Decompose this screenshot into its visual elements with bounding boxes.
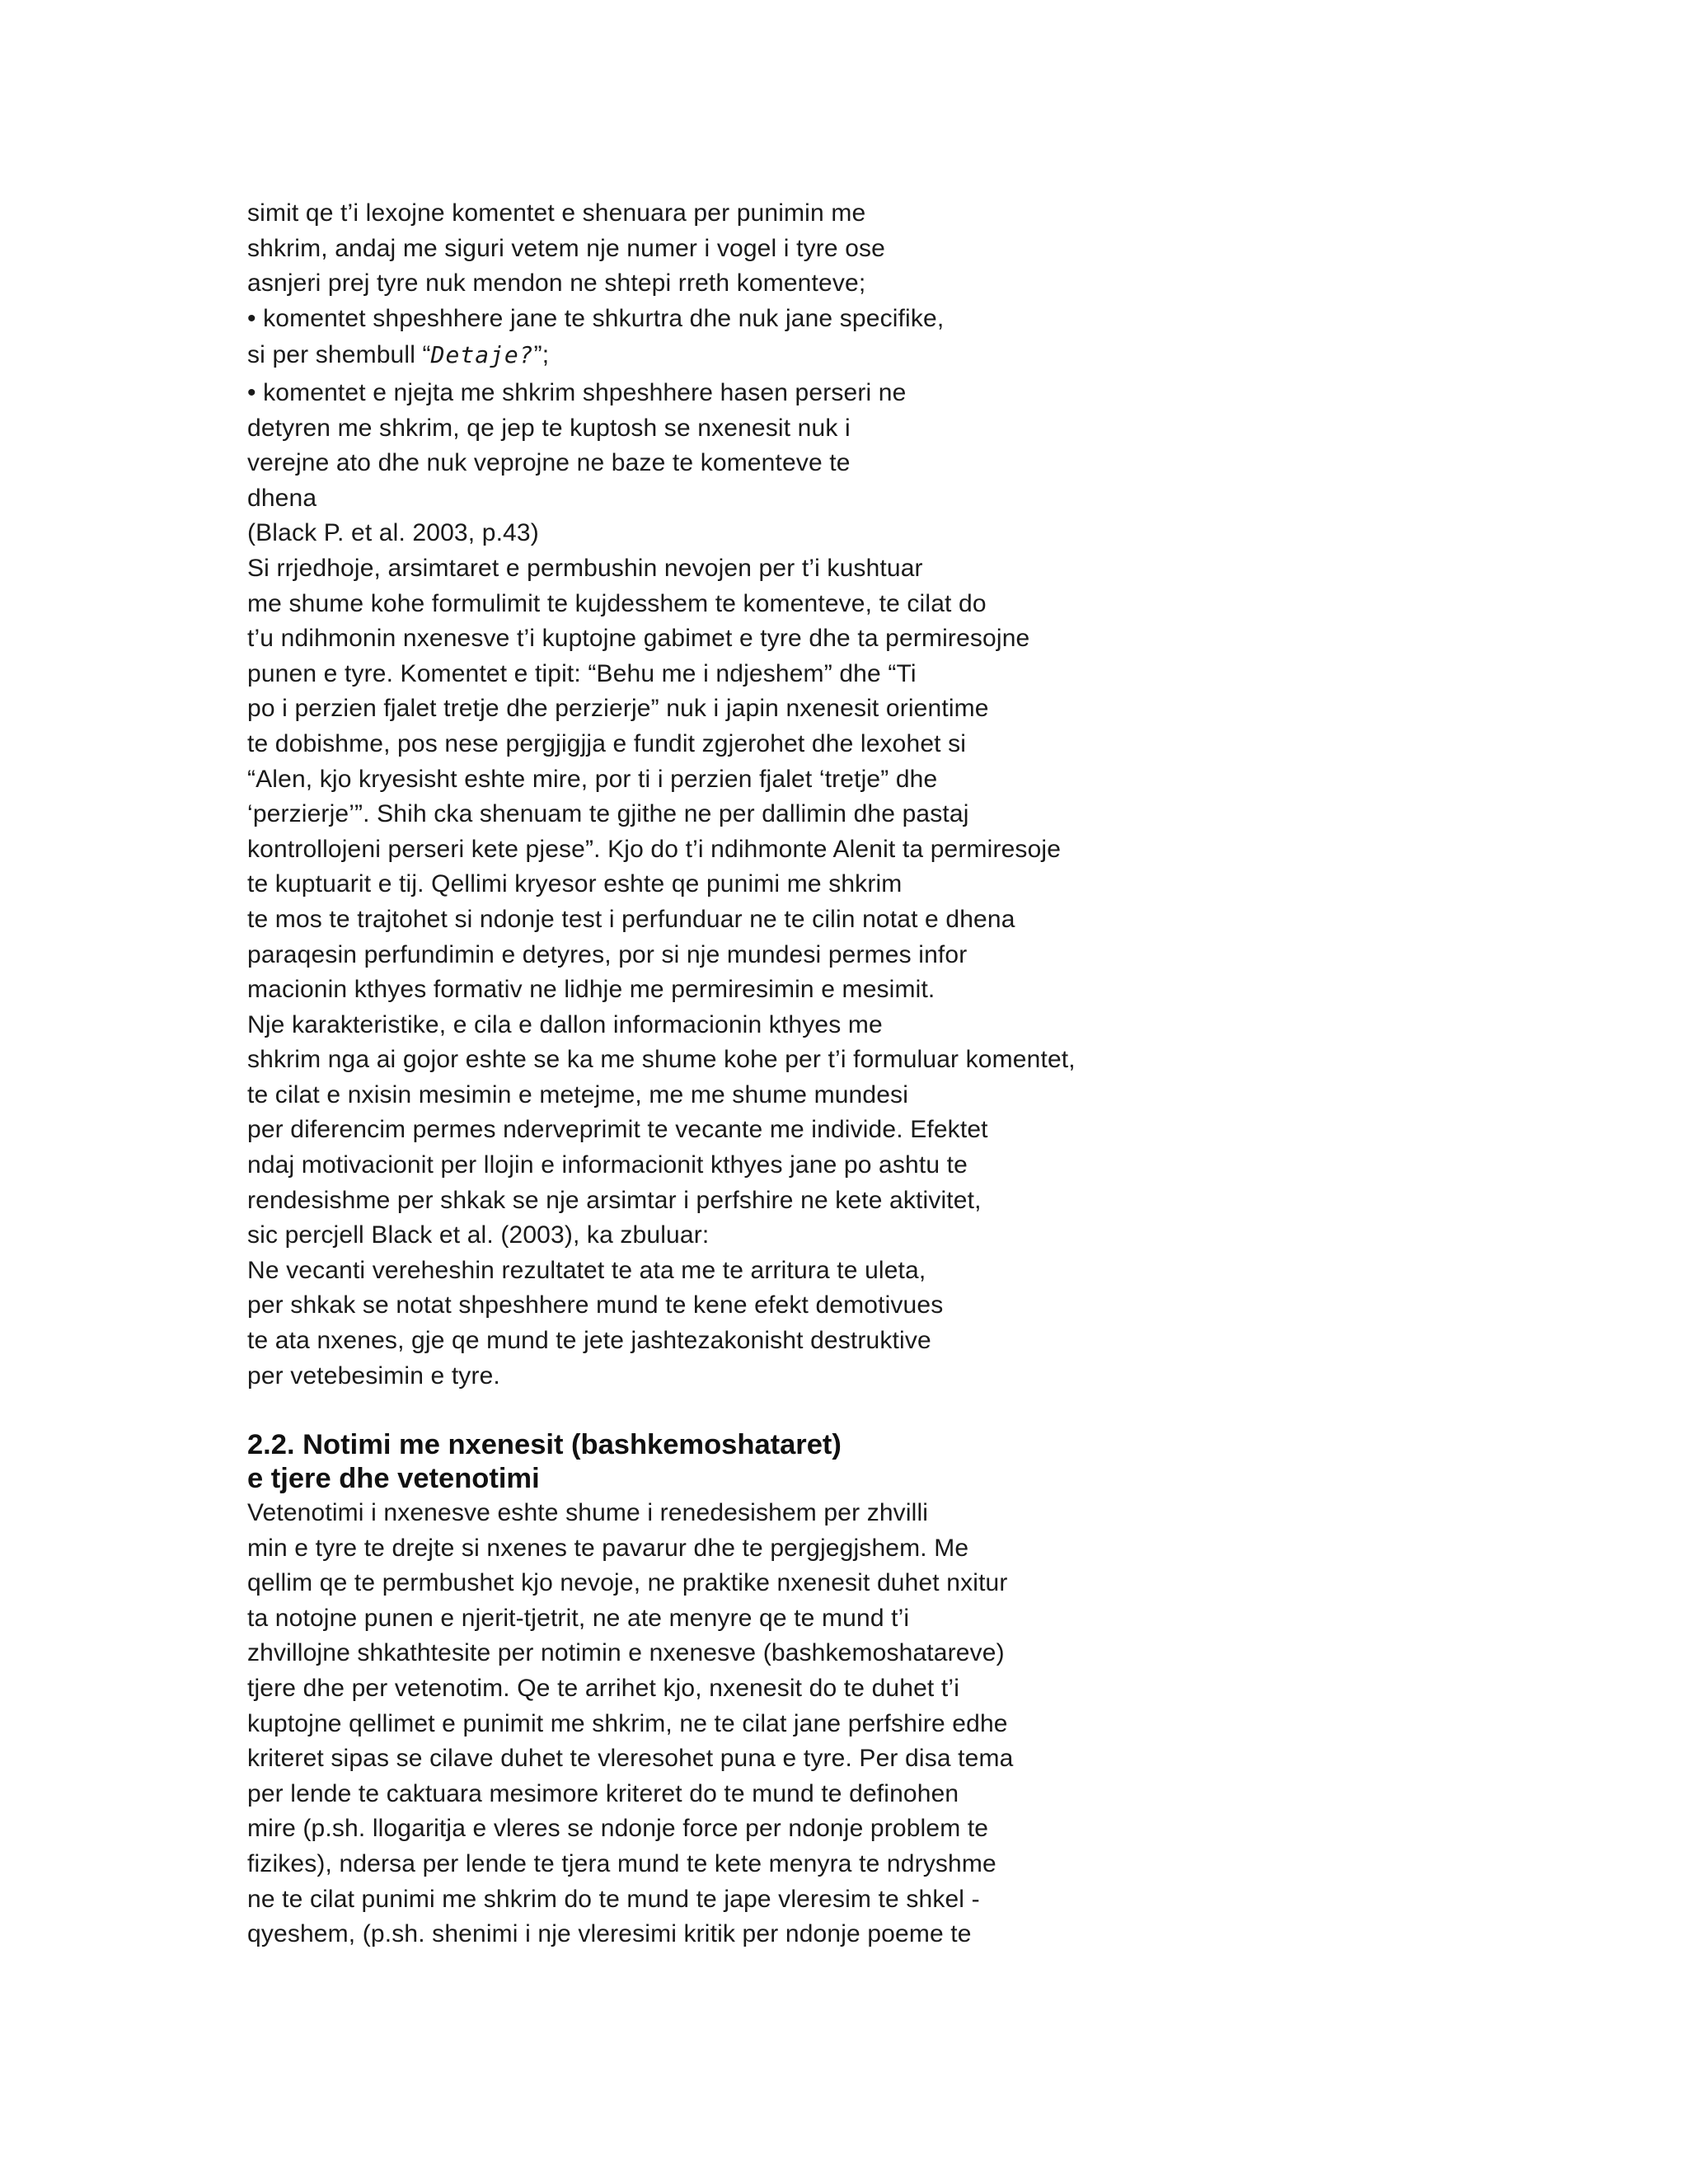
paragraph-section (247, 1496, 1484, 1952)
text-line: Si rrjedhoje, arsimtaret e permbushin nevojen per t’i kushtuar (247, 554, 923, 582)
text-line: simit qe t’i lexojne komentet e shenuara per punimin me (247, 199, 866, 227)
text-line: macionin kthyes formativ ne lidhje me permiresimin e mesimit. (247, 976, 935, 1004)
text-line: asnjeri prej tyre nuk mendon ne shtepi rreth komenteve; (247, 269, 866, 298)
text-line: “Alen, kjo kryesisht eshte mire, por ti i perzien fjalet ‘tretje” dhe (247, 765, 938, 793)
text-line: ‘perzierje’”. Shih cka shenuam te gjithe ne per dallimin dhe pastaj (247, 800, 969, 828)
text-line: kriteret sipas se cilave duhet te vleresohet puna e tyre. Per disa tema (247, 1745, 1014, 1773)
text-line: te dobishme, pos nese pergjigjja e fundit zgjerohet dhe lexohet si (247, 729, 967, 757)
bullet-item: • komentet shpeshhere jane te shkurtra dhe nuk jane specifike, (247, 304, 945, 332)
text-line: kontrollojeni perseri kete pjese”. Kjo do t’i ndihmonte Alenit ta permiresoje (247, 835, 1062, 863)
text-line: per diferencim permes nderveprimit te vecante me individe. Efektet (247, 1116, 988, 1144)
text-line: t’u ndihmonin nxenesve t’i kuptojne gabimet e tyre dhe ta permiresojne (247, 625, 1030, 653)
text-line: ne te cilat punimi me shkrim do te mund te jape vleresim te shkel - (247, 1885, 980, 1913)
text-line: ta notojne punen e njerit-tjetrit, ne ate menyre qe te mund t’i (247, 1604, 910, 1632)
text-line: paraqesin perfundimin e detyres, por si nje mundesi permes infor (247, 940, 968, 968)
example-italic: Detaje? (430, 341, 534, 369)
text-line: verejne ato dhe nuk veprojne ne baze te komenteve te (247, 449, 851, 477)
text-line: per lende te caktuara mesimore kriteret do te mund te definohen (247, 1779, 959, 1807)
paragraph-body (247, 376, 1484, 1394)
text-line: ndaj motivacionit per llojin e informacionit kthyes jane po ashtu te (247, 1151, 968, 1179)
text-line: qyeshem, (p.sh. shenimi i nje vleresimi kritik per ndonje poeme te (247, 1920, 972, 1948)
text-line: te ata nxenes, gje qe mund te jete jashtezakonisht destruktive (247, 1327, 931, 1355)
text-line: te cilat e nxisin mesimin e metejme, me me shume mundesi (247, 1080, 909, 1108)
text-line: • komentet e njejta me shkrim shpeshhere hasen perseri ne (247, 379, 907, 406)
text-line: Vetenotimi i nxenesve eshte shume i renedesishem per zhvilli (247, 1499, 929, 1526)
example-suffix: ”; (533, 341, 550, 369)
text-line: per vetebesimin e tyre. (247, 1361, 500, 1390)
text-line: kuptojne qellimet e punimit me shkrim, ne te cilat jane perfshire edhe (247, 1709, 1008, 1737)
text-line: mire (p.sh. llogaritja e vleres se ndonje force per ndonje problem te (247, 1815, 989, 1843)
text-line: zhvillojne shkathtesite per notimin e nxenesve (bashkemoshatareve) (247, 1639, 1005, 1667)
text-line: rendesishme per shkak se nje arsimtar i perfshire ne kete aktivitet, (247, 1186, 982, 1214)
heading-line: 2.2. Notimi me nxenesit (bashkemoshataret) (247, 1429, 842, 1460)
text-line: shkrim nga ai gojor eshte se ka me shume kohe per t’i formuluar komentet, (247, 1046, 1076, 1074)
text-line: te mos te trajtohet si ndonje test i perfunduar ne te cilin notat e dhena (247, 905, 1015, 933)
text-line: (Black P. et al. 2003, p.43) (247, 519, 539, 547)
text-line: sic percjell Black et al. (2003), ka zbuluar: (247, 1221, 710, 1249)
text-line: min e tyre te drejte si nxenes te pavarur dhe te pergjegjshem. Me (247, 1534, 969, 1562)
text-line: shkrim, andaj me siguri vetem nje numer i vogel i tyre ose (247, 234, 886, 262)
section-heading (247, 1428, 1484, 1496)
paragraph-intro (247, 196, 1484, 376)
text-line: Nje karakteristike, e cila e dallon informacionin kthyes me (247, 1010, 883, 1038)
text-line: per shkak se notat shpeshhere mund te kene efekt demotivues (247, 1291, 944, 1319)
text-line: detyren me shkrim, qe jep te kuptosh se nxenesit nuk i (247, 414, 851, 442)
example-prefix: si per shembull “ (247, 341, 431, 369)
text-line: tjere dhe per vetenotim. Qe te arrihet kjo, nxenesit do te duhet t’i (247, 1674, 960, 1702)
text-line: Ne vecanti vereheshin rezultatet te ata me te arritura te uleta, (247, 1256, 926, 1284)
text-line: me shume kohe formulimit te kujdesshem te komenteve, te cilat do (247, 589, 987, 617)
text-line: po i perzien fjalet tretje dhe perzierje” nuk i japin nxenesit orientime (247, 695, 989, 723)
text-line: punen e tyre. Komentet e tipit: “Behu me i ndjeshem” dhe “Ti (247, 659, 917, 687)
text-line: fizikes), ndersa per lende te tjera mund te kete menyra te ndryshme (247, 1849, 996, 1877)
text-line: qellim qe te permbushet kjo nevoje, ne praktike nxenesit duhet nxitur (247, 1569, 1008, 1597)
text-line: dhena (247, 484, 317, 512)
text-line: te kuptuarit e tij. Qellimi kryesor eshte qe punimi me shkrim (247, 870, 903, 898)
example-line (247, 336, 1484, 376)
heading-line: e tjere dhe vetenotimi (247, 1463, 540, 1494)
